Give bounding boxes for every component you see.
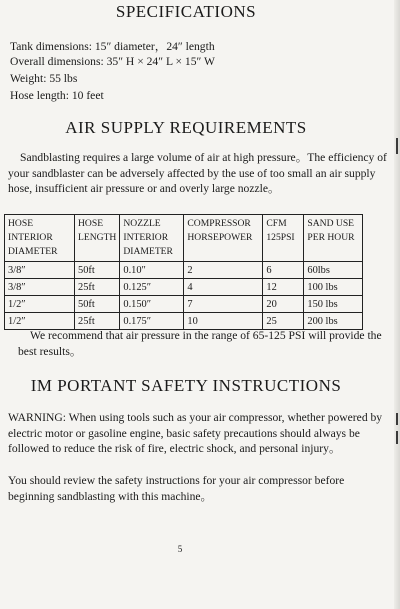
table-cell: 10 <box>184 313 263 330</box>
pressure-recommendation: We recommend that air pressure in the range of 65-125 PSI will provide the best results。 <box>18 329 382 358</box>
spec-weight: Weight: 55 lbs <box>10 72 78 85</box>
header-line: HOSE <box>78 218 104 229</box>
spec-tank-dimensions: Tank dimensions: 15″ diameter，24″ length <box>10 40 215 53</box>
header-line: HOSE <box>8 218 34 229</box>
header-line: SAND USE <box>307 218 355 229</box>
table-cell: 0.125″ <box>120 279 184 296</box>
specifications-heading: SPECIFICATIONS <box>115 2 257 21</box>
table-cell: 4 <box>184 279 263 296</box>
header-line: DIAMETER <box>8 246 58 257</box>
air-supply-table <box>4 214 363 330</box>
col-cfm <box>263 215 304 262</box>
table-cell: 25 <box>263 313 304 330</box>
table-row <box>5 279 363 296</box>
air-supply-intro: Sandblasting requires a large volume of air at high pressure。The efficiency of your sandblaster can be adversely affected by the use of too small an air supply hose, insufficient air pressure or and overly large nozzle。 <box>8 151 387 195</box>
safety-warning: WARNING: When using tools such as your air compressor, whether powered by electric motor or gasoline engine, basic safety precautions should always be followed to reduce the risk of fire, electric shock, and personal injury。 <box>8 411 383 455</box>
col-sand-use <box>304 215 363 262</box>
table-cell: 2 <box>184 262 263 279</box>
scan-edge-shadow <box>394 0 400 609</box>
table-cell: 1/2″ <box>5 313 75 330</box>
header-line: DIAMETER <box>123 246 173 257</box>
table-row <box>5 313 363 330</box>
edge-mark <box>396 431 398 444</box>
table-header-row <box>5 215 363 262</box>
table-cell: 50ft <box>75 262 120 279</box>
edge-mark <box>396 138 398 154</box>
header-line: LENGTH <box>78 232 117 243</box>
table-cell: 3/8″ <box>5 262 75 279</box>
safety-heading: IM PORTANT SAFETY INSTRUCTIONS <box>30 376 342 395</box>
col-nozzle-interior-diameter <box>120 215 184 262</box>
header-line: 125PSI <box>266 232 295 243</box>
table-row <box>5 262 363 279</box>
spec-hose-length: Hose length: 10 feet <box>10 89 104 102</box>
table-cell: 50ft <box>75 296 120 313</box>
table-cell: 150 lbs <box>304 296 363 313</box>
header-line: INTERIOR <box>8 232 53 243</box>
col-hose-length <box>75 215 120 262</box>
edge-mark <box>396 413 398 425</box>
table-row <box>5 296 363 313</box>
table-cell: 200 lbs <box>304 313 363 330</box>
spec-overall-dimensions: Overall dimensions: 35″ H × 24″ L × 15″ W <box>10 55 215 68</box>
header-line: COMPRESSOR <box>187 218 251 229</box>
table-cell: 25ft <box>75 279 120 296</box>
table-cell: 20 <box>263 296 304 313</box>
table-cell: 25ft <box>75 313 120 330</box>
header-line: INTERIOR <box>123 232 169 243</box>
col-hose-interior-diameter <box>5 215 75 262</box>
table-cell: 3/8″ <box>5 279 75 296</box>
table-cell: 6 <box>263 262 304 279</box>
table-cell: 0.175″ <box>120 313 184 330</box>
page-number: 5 <box>177 544 183 554</box>
header-line: CFM <box>266 218 287 229</box>
table-cell: 0.150″ <box>120 296 184 313</box>
col-compressor-horsepower <box>184 215 263 262</box>
air-supply-heading: AIR SUPPLY REQUIREMENTS <box>65 118 307 137</box>
header-line: HORSEPOWER <box>187 232 253 243</box>
table-cell: 1/2″ <box>5 296 75 313</box>
table-cell: 60lbs <box>304 262 363 279</box>
header-line: PER HOUR <box>307 232 355 243</box>
header-line: NOZZLE <box>123 218 161 229</box>
table-cell: 7 <box>184 296 263 313</box>
safety-review: You should review the safety instructions for your air compressor before beginning sandblasting with this machine。 <box>8 474 345 503</box>
table-cell: 12 <box>263 279 304 296</box>
table-cell: 100 lbs <box>304 279 363 296</box>
table-cell: 0.10″ <box>120 262 184 279</box>
